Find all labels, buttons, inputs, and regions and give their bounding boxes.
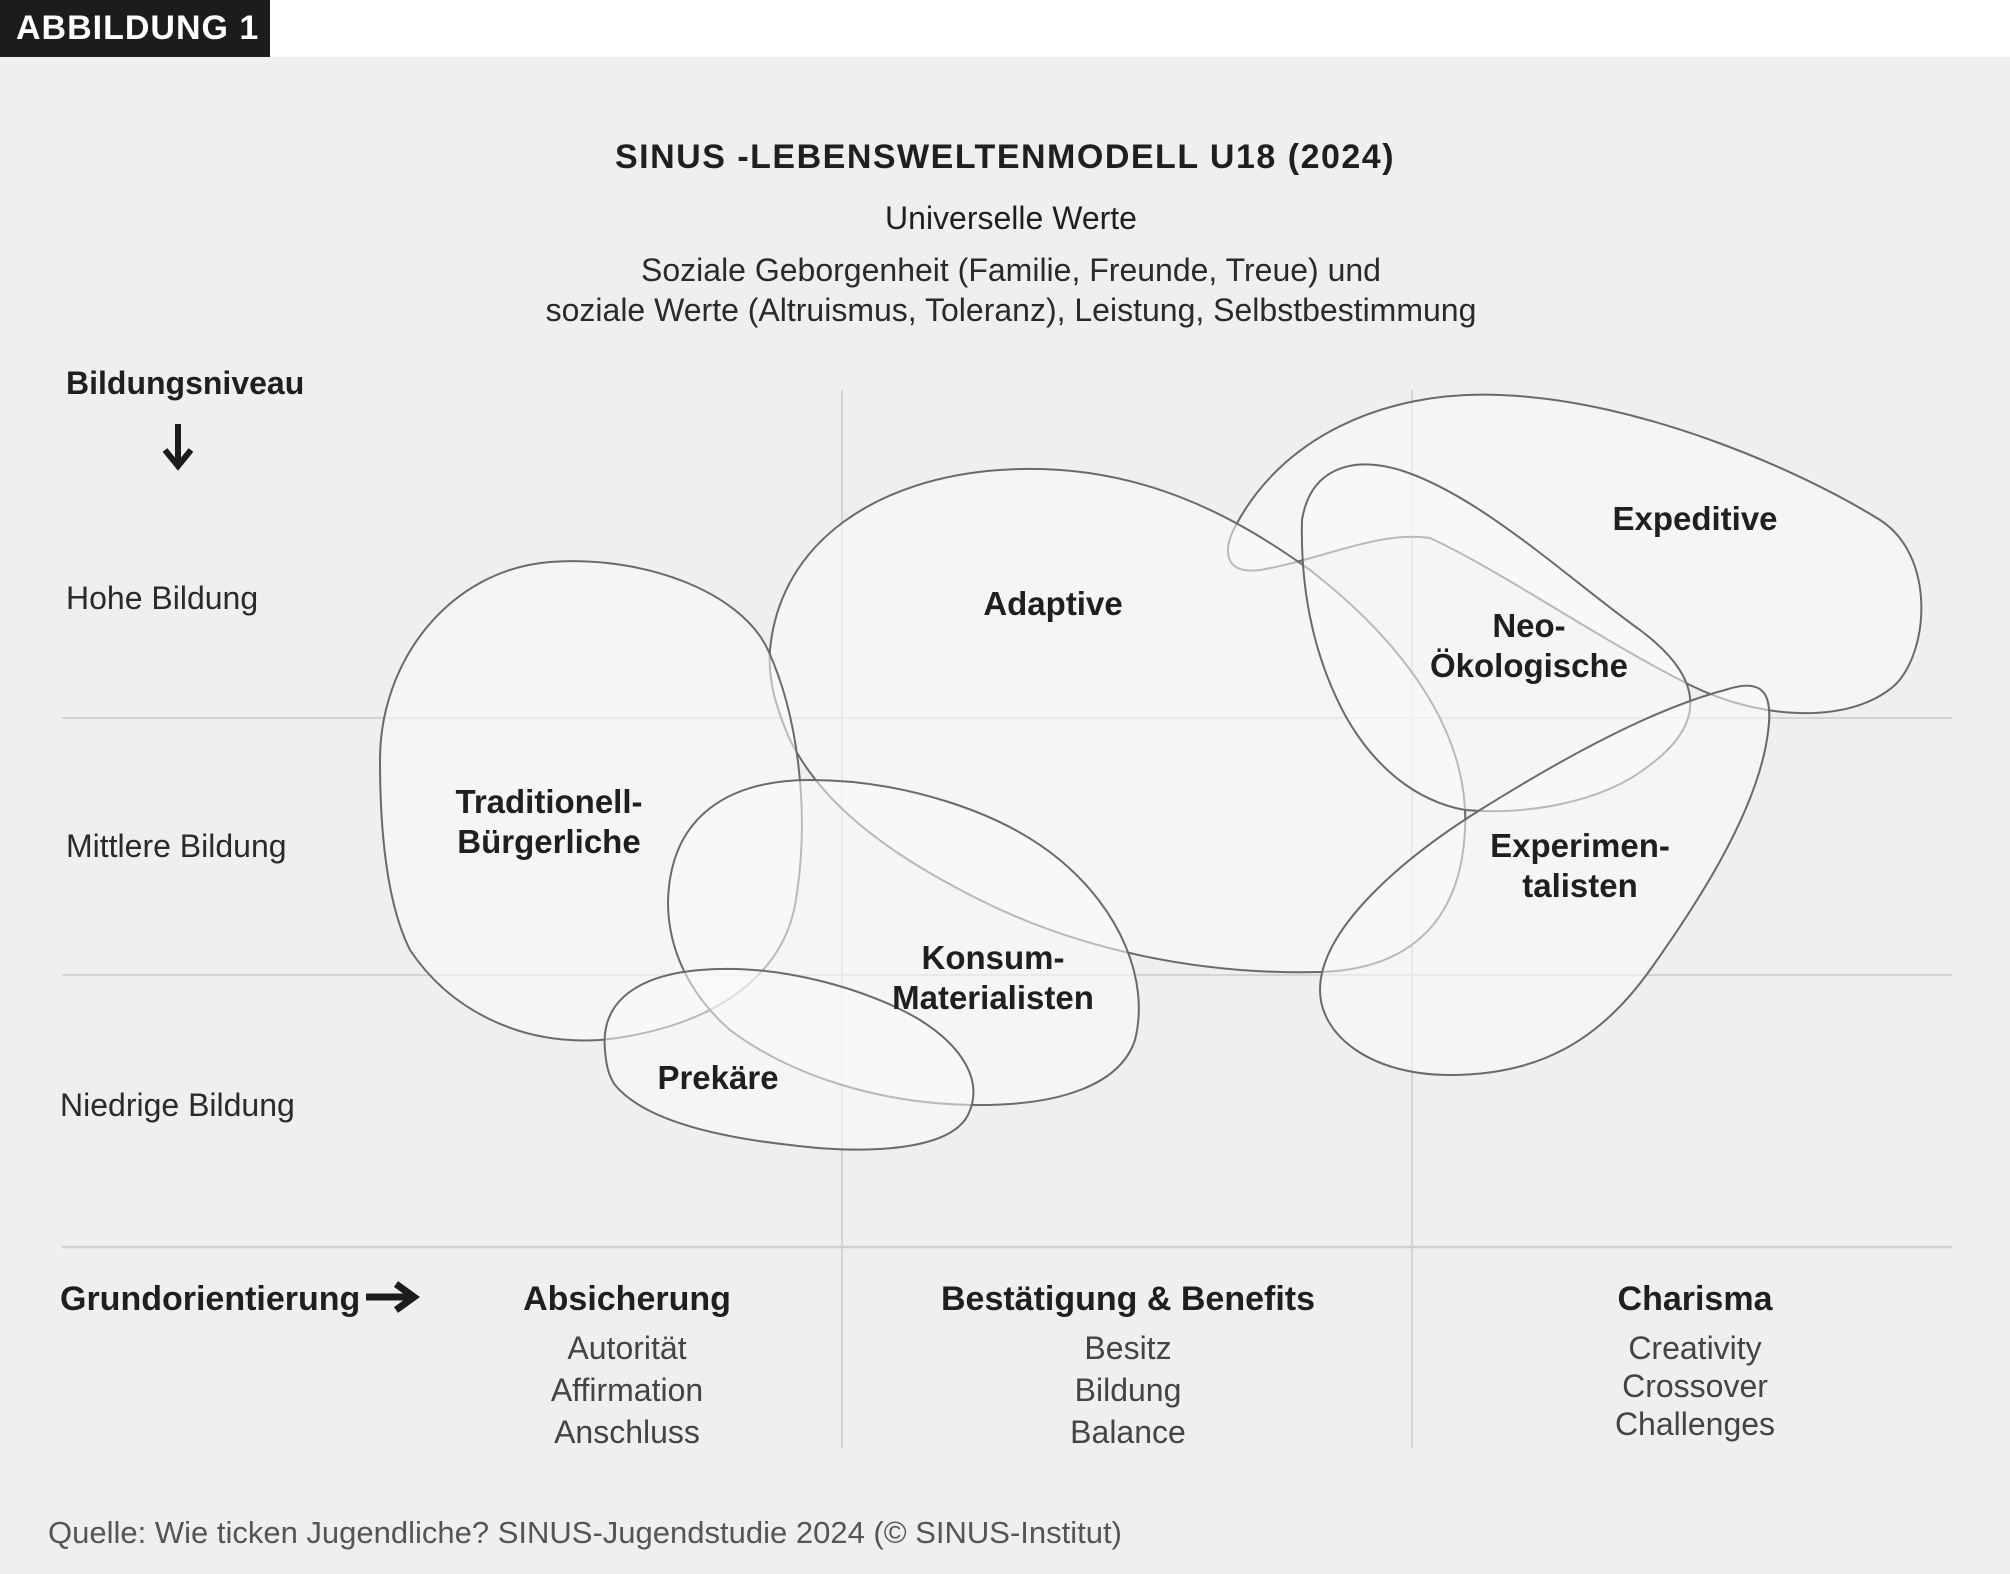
column-item: Crossover: [1622, 1368, 1768, 1404]
column-item: Besitz: [1084, 1330, 1172, 1366]
y-axis-title: Bildungsniveau: [66, 365, 305, 401]
figure-tag: ABBILDUNG 1: [0, 0, 270, 57]
column-item: Challenges: [1614, 1406, 1776, 1442]
y-level-mittlere: Mittlere Bildung: [66, 828, 287, 864]
column-item: Bildung: [1074, 1372, 1182, 1408]
y-level-niedrige: Niedrige Bildung: [60, 1087, 295, 1123]
arrow-down-icon: [165, 424, 191, 466]
column-item: Autorität: [567, 1330, 687, 1366]
y-level-hohe: Hohe Bildung: [66, 580, 259, 616]
segment-konsum-label: Konsum- Materialisten: [892, 939, 1094, 1016]
segment-adaptive-label: Adaptive: [983, 585, 1123, 622]
diagram-title: SINUS -LEBENSWELTENMODELL U18 (2024): [614, 138, 1396, 176]
column-item: Anschluss: [554, 1414, 700, 1450]
segment-expeditive-label: Expeditive: [1612, 500, 1778, 537]
description-line-2: soziale Werte (Altruismus, Toleranz), Leistung, Selbstbestimmung: [545, 292, 1477, 328]
segment-traditionell-label: Traditionell- Bürgerliche: [455, 783, 643, 860]
segment-prekaere-label: Prekäre: [657, 1059, 779, 1096]
column-item: Affirmation: [550, 1372, 704, 1408]
column-heading-absicherung: Absicherung: [523, 1280, 731, 1318]
description-line-1: Soziale Geborgenheit (Familie, Freunde, Treue) und: [641, 252, 1381, 288]
x-axis-title: Grundorientierung: [60, 1280, 361, 1318]
segment-experimentalisten-label: Experimen- talisten: [1490, 827, 1670, 904]
column-heading-bestaetigung: Bestätigung & Benefits: [940, 1280, 1316, 1318]
arrow-right-icon: [366, 1284, 414, 1310]
column-heading-charisma: Charisma: [1617, 1280, 1773, 1318]
source-note: Quelle: Wie ticken Jugendliche? SINUS-Jugendstudie 2024 (© SINUS-Institut): [48, 1515, 1122, 1550]
column-item: Creativity: [1628, 1330, 1762, 1366]
diagram-subtitle: Universelle Werte: [885, 200, 1137, 236]
column-item: Balance: [1070, 1414, 1186, 1450]
segment-neooeko-label: Neo- Ökologische: [1429, 607, 1629, 684]
